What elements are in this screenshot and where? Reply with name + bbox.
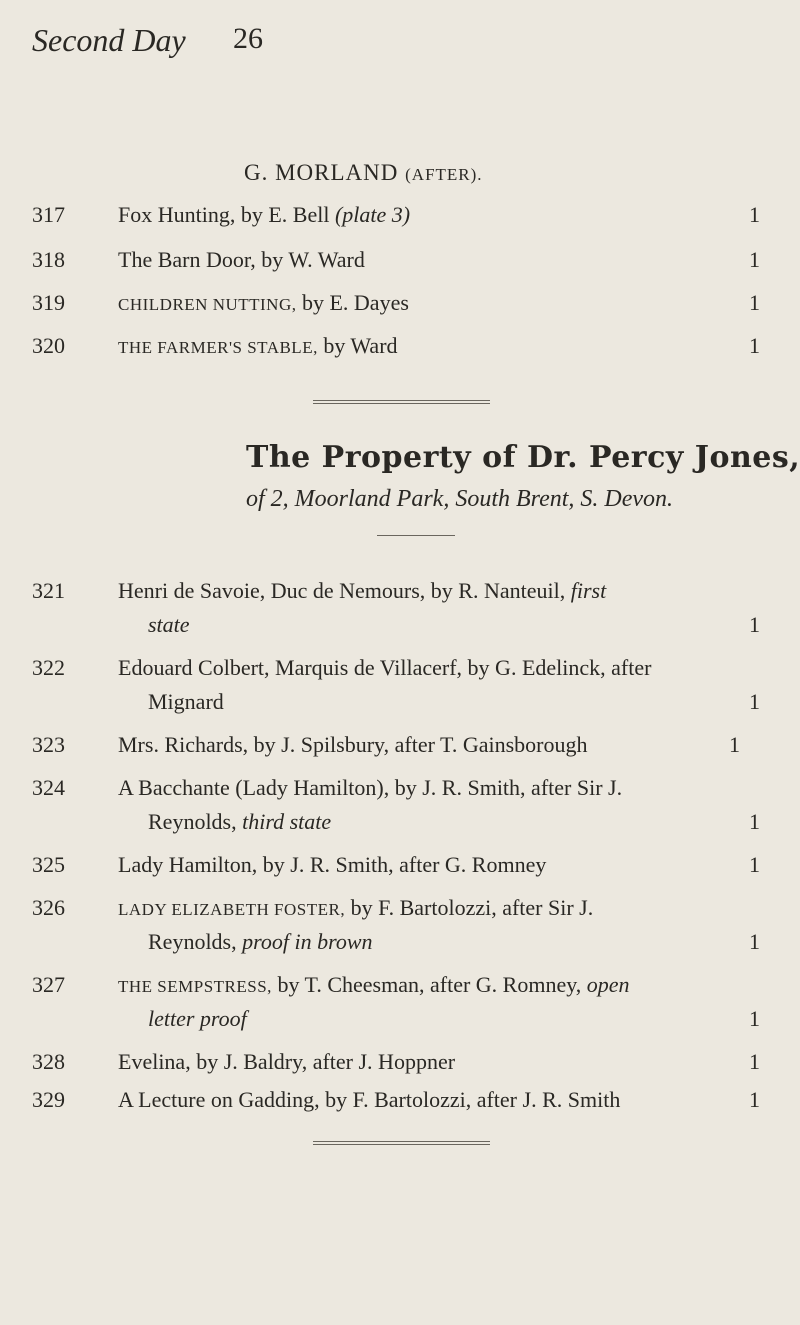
lot-description-continued: letter proof — [148, 1006, 247, 1031]
lot-text-italic: open — [581, 972, 630, 997]
lot-description — [118, 895, 593, 921]
section-title — [244, 160, 483, 186]
lot-number: 329 — [32, 1087, 65, 1112]
lot-description-continued: Mignard — [148, 689, 224, 714]
lot-description: Mrs. Richards, by J. Spilsbury, after T. Gainsborough — [118, 732, 588, 757]
lot-text: by T. Cheesman, after G. Romney, — [271, 972, 582, 997]
lot-description — [118, 290, 409, 316]
running-header-title: Second Day — [32, 22, 186, 58]
lot-quantity: 1 — [749, 809, 760, 834]
lot-description-continued — [148, 809, 331, 835]
lot-number: 320 — [32, 333, 65, 358]
lot-quantity: 1 — [749, 247, 760, 272]
lot-title-smallcaps: THE SEMPSTRESS, — [118, 977, 272, 996]
lot-number: 317 — [32, 202, 65, 227]
lot-number: 318 — [32, 247, 65, 272]
lot-text-italic: first — [565, 578, 607, 603]
lot-description — [118, 202, 410, 228]
section-title-main: G. MORLAND — [244, 160, 406, 185]
lot-description: Edouard Colbert, Marquis de Villacerf, by G. Edelinck, after — [118, 655, 652, 680]
lot-text: Reynolds, — [148, 809, 243, 834]
lot-text: by F. Bartolozzi, after Sir J. — [345, 895, 594, 920]
lot-number: 322 — [32, 655, 65, 680]
property-heading: The Property of Dr. Percy Jones, — [246, 440, 800, 475]
lot-description-continued — [148, 929, 373, 955]
lot-number: 327 — [32, 972, 65, 997]
lot-description: A Lecture on Gadding, by F. Bartolozzi, after J. R. Smith — [118, 1087, 621, 1112]
lot-description: Lady Hamilton, by J. R. Smith, after G. Romney — [118, 852, 547, 877]
lot-text: Henri de Savoie, Duc de Nemours, by R. Nanteuil, — [118, 578, 566, 603]
lot-quantity: 1 — [749, 1049, 760, 1074]
lot-number: 319 — [32, 290, 65, 315]
page-number: 26 — [233, 22, 263, 55]
lot-quantity: 1 — [749, 1006, 760, 1031]
section-title-suffix: (AFTER). — [405, 165, 483, 184]
lot-number: 323 — [32, 732, 65, 757]
lot-number: 321 — [32, 578, 65, 603]
lot-text: Reynolds, — [148, 929, 243, 954]
lot-title-smallcaps: CHILDREN NUTTING, — [118, 295, 297, 314]
lot-quantity: 1 — [749, 202, 760, 227]
lot-number: 328 — [32, 1049, 65, 1074]
lot-title-smallcaps: THE FARMER'S STABLE, — [118, 338, 318, 357]
lot-text-italic: third state — [242, 809, 332, 834]
end-divider — [313, 1141, 490, 1142]
lot-text: by Ward — [317, 333, 398, 358]
lot-description: A Bacchante (Lady Hamilton), by J. R. Smith, after Sir J. — [118, 775, 623, 800]
lot-text: by E. Dayes — [296, 290, 409, 315]
lot-description — [118, 578, 606, 604]
lot-number: 325 — [32, 852, 65, 877]
lot-quantity: 1 — [749, 333, 760, 358]
lot-text: Fox Hunting, by E. Bell — [118, 202, 335, 227]
lot-quantity: 1 — [749, 290, 760, 315]
lot-description — [118, 972, 630, 998]
property-address: of 2, Moorland Park, South Brent, S. Devon. — [246, 486, 674, 512]
lot-quantity: 1 — [749, 852, 760, 877]
lot-text-italic: proof in brown — [242, 929, 373, 954]
lot-description-continued: state — [148, 612, 190, 637]
lot-quantity: 1 — [749, 689, 760, 714]
lot-number: 326 — [32, 895, 65, 920]
lot-quantity: 1 — [749, 612, 760, 637]
running-header — [0, 22, 800, 62]
short-divider — [377, 535, 455, 536]
lot-text-italic: (plate 3) — [334, 202, 411, 227]
lot-quantity: 1 — [749, 1087, 760, 1112]
lot-description: Evelina, by J. Baldry, after J. Hoppner — [118, 1049, 456, 1074]
lot-quantity: 1 — [729, 732, 740, 757]
lot-number: 324 — [32, 775, 65, 800]
lot-title-smallcaps: LADY ELIZABETH FOSTER, — [118, 900, 346, 919]
section-divider — [313, 400, 490, 401]
lot-description — [118, 333, 398, 359]
lot-quantity: 1 — [749, 929, 760, 954]
lot-description: The Barn Door, by W. Ward — [118, 247, 365, 272]
